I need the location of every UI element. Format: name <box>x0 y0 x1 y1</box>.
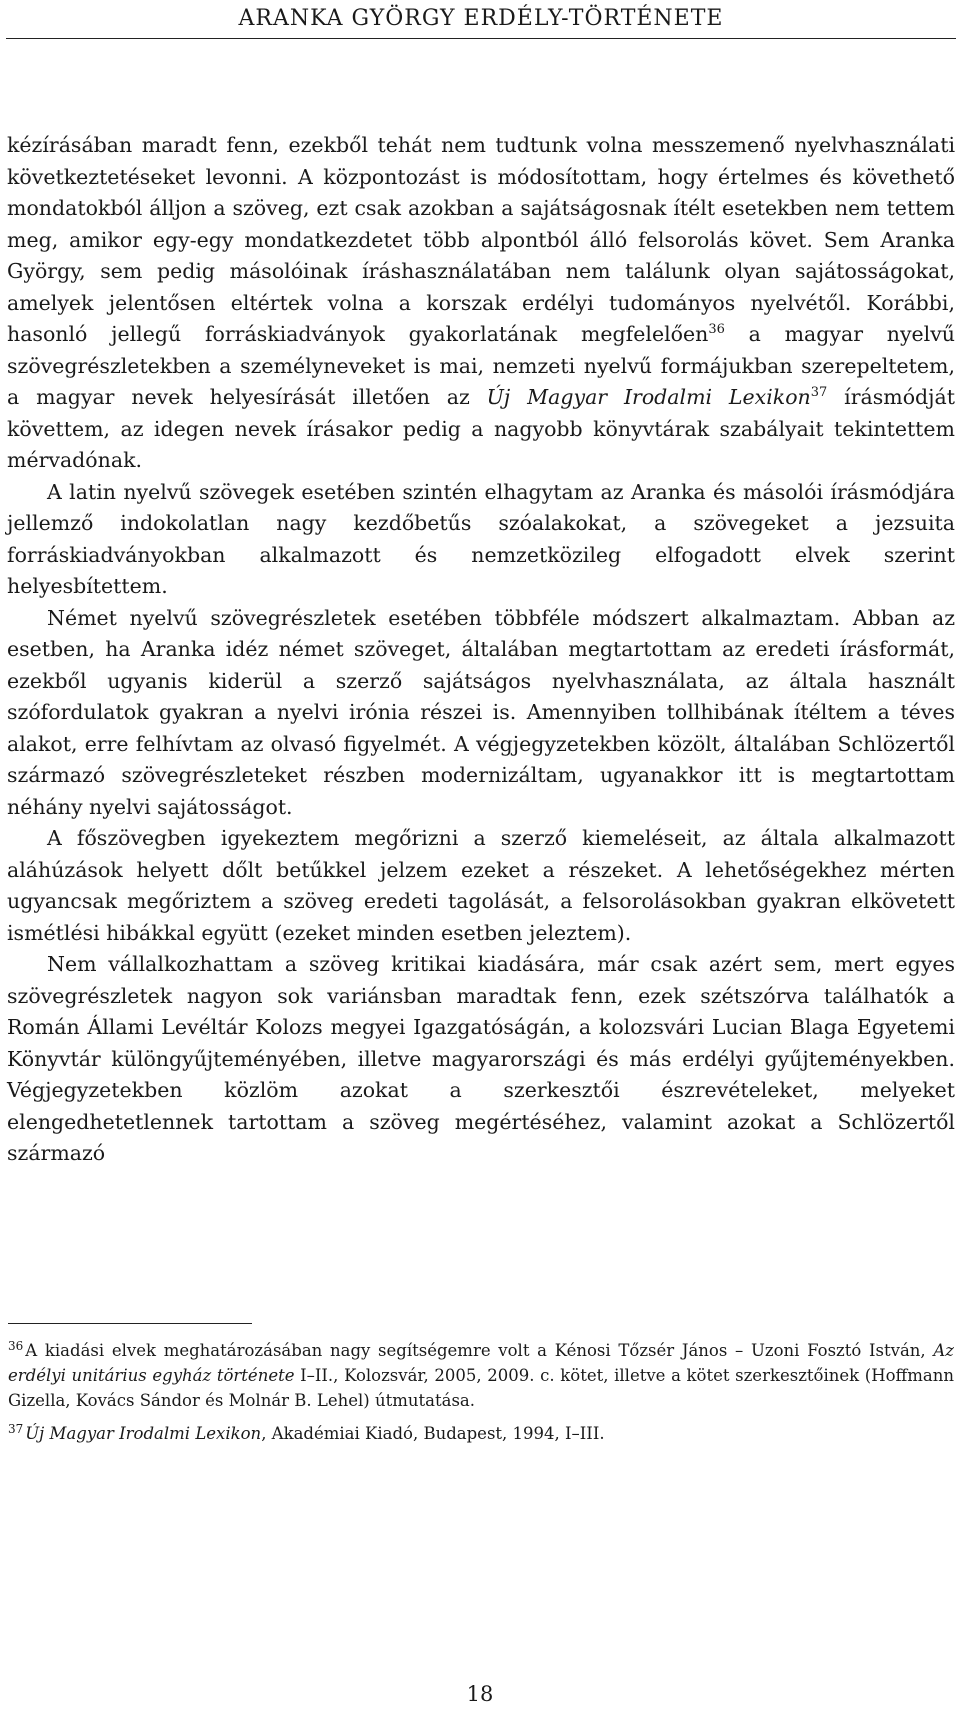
page-number: 18 <box>466 1682 494 1706</box>
paragraph-4: A főszövegben igyekeztem megőrizni a szerző kiemeléseit, az általa alkalmazott aláhúzások helyett dőlt betűkkel jelzem ezeket a részeket. A lehetőségekhez mérten ugyancsak megőriztem a szöveg eredeti tagolását, a felsorolásokban gyakran elkövetett ismétlési hibákkal együtt (ezeket minden esetben jeleztem). <box>7 826 955 945</box>
paragraph-1 <box>7 130 955 477</box>
footnote-36-text-b: I–II., Kolozsvár, 2005, 2009. c. kötet, illetve a kötet szerkesztőinek (Hoffmann Gizella, Kovács Sándor és Molnár B. Lehel) útmutatása. <box>8 1366 954 1410</box>
footnote-ref-36[interactable]: 36 <box>708 322 725 337</box>
footnote-36 <box>8 1338 954 1413</box>
running-head-title: ARANKA GYÖRGY ERDÉLY-TÖRTÉNETE <box>238 6 724 31</box>
page-header <box>6 0 956 38</box>
main-text <box>7 130 955 1170</box>
footnote-ref-37[interactable]: 37 <box>810 385 828 400</box>
footnote-separator <box>8 1323 252 1324</box>
footnote-36-title: Az erdélyi unitárius egyház története <box>8 1341 954 1385</box>
paragraph-3: Német nyelvű szövegrészletek esetében többféle módszert alkalmaztam. Abban az esetben, ha Aranka idéz német szöveget, általában megtartottam az eredeti írásformát, ezekből ugyanis kiderül a szerző sajátságos nyelvhasználata, az általa használt szófordulatok gyakran a nyelvi irónia részei is. Amennyiben tollhibának ítéltem a téves alakot, erre felhívtam az olvasó figyelmét. A végjegyzetekben közölt, általában Schlözertől származó szövegrészleteket részben modernizáltam, ugyanakkor itt is megtartottam néhány nyelvi sajátosságot. <box>7 605 955 819</box>
book-title-italic: Új Magyar Irodalmi Lexikon <box>486 385 811 409</box>
footnote-37-text: , Akadémiai Kiadó, Budapest, 1994, I–III. <box>261 1424 605 1443</box>
footnote-37 <box>8 1421 954 1446</box>
footnote-37-title: Új Magyar Irodalmi Lexikon <box>25 1424 262 1443</box>
paragraph-1-part-c: írásmódját követtem, az idegen nevek írásakor pedig a nagyobb könyvtárak szabályait tekintettem mérvadónak. <box>7 385 955 472</box>
footnote-number-37: 37 <box>8 1422 24 1436</box>
paragraph-2: A latin nyelvű szövegek esetében szintén elhagytam az Aranka és másolói írásmódjára jellemző indokolatlan nagy kezdőbetűs szóalakokat, a szövegeket a jezsuita forráskiadványokban alkalmazott és nemzetközileg elfogadott elvek szerint helyesbítettem. <box>7 479 955 598</box>
paragraph-1-part-b: a magyar nyelvű szövegrészletekben a személyneveket is mai, nemzeti nyelvű formájukban szerepeltetem, a magyar nevek helyesírását illetően az <box>7 322 955 409</box>
paragraph-1-part-a: kézírásában maradt fenn, ezekből tehát nem tudtunk volna messzemenő nyelvhasználati következtetéseket levonni. A központozást is módosítottam, hogy értelmes és követhető mondatokból álljon a szöveg, ezt csak azokban a sajátságosnak ítélt esetekben nem tettem meg, amikor egy-egy mondatkezdetet több alpontból álló felsorolás követ. Sem Aranka György, sem pedig másolóinak íráshasználatában nem találunk olyan sajátosságokat, amelyek jelentősen eltértek volna a korszak erdélyi tudományos nyelvétől. Korábbi, hasonló jellegű forráskiadványok gyakorlatának megfelelően <box>7 133 955 346</box>
footnote-36-text-a: A kiadási elvek meghatározásában nagy segítségemre volt a Kénosi Tőzsér János – Uzoni Fosztó István, <box>25 1341 934 1360</box>
footnote-number-36: 36 <box>8 1339 24 1353</box>
header-rule <box>6 38 956 39</box>
paragraph-5: Nem vállalkozhattam a szöveg kritikai kiadására, már csak azért sem, mert egyes szövegrészletek nagyon sok variánsban maradtak fenn, ezek szétszórva találhatók a Román Állami Levéltár Kolozs megyei Igazgatóságán, a kolozsvári Lucian Blaga Egyetemi Könyvtár különgyűjteményében, illetve magyarországi és más erdélyi gyűjteményekben. Végjegyzetekben közlöm azokat a szerkesztői észrevételeket, melyeket elengedhetetlennek tartottam a szöveg megértéséhez, valamint azokat a Schlözertől származó <box>7 952 955 1165</box>
footnotes <box>8 1338 954 1446</box>
